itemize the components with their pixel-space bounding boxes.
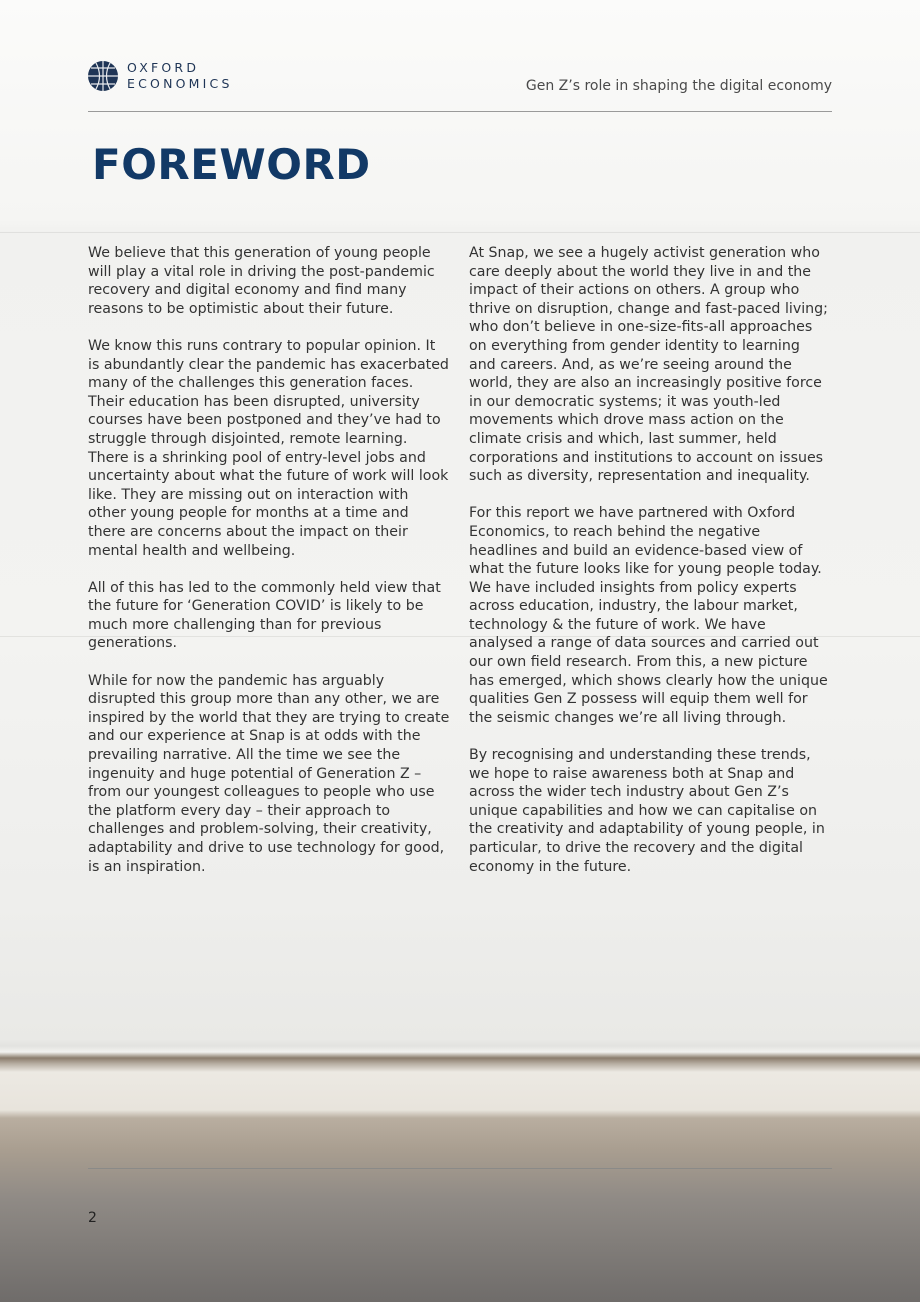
paragraph: We believe that this generation of young people will play a vital role in driving the post-pandemic recovery and digital economy and find many reasons to be optimistic about their future. bbox=[88, 245, 435, 317]
paragraph: At Snap, we see a hugely activist generation who care deeply about the world they live in and the impact of their actions on others. A group who thrive on disruption, change and fast-paced living; who don’t believe in one-size-fits-all approaches on everything from gender identity to learning and careers. And, as we’re seeing around the world, they are also an increasingly positive force in our democratic systems; it was youth-led movements which drove mass action on the climate crisis and which, last summer, held corporations and institutions to account on issues such as diversity, representation and inequality. bbox=[469, 245, 828, 485]
paragraph: By recognising and understanding these trends, we hope to raise awareness both at Snap and across the wider tech industry about Gen Z’s unique capabilities and how we can capitalise on the creativity and adaptability of young people, in particular, to drive the recovery and the digital economy in the future. bbox=[469, 747, 825, 875]
logo-line-economics: ECONOMICS bbox=[127, 76, 233, 91]
right-column bbox=[469, 244, 831, 895]
running-title: Gen Z’s role in shaping the digital economy bbox=[525, 78, 832, 94]
logo-line-oxford: OXFORD bbox=[127, 60, 200, 75]
page-number: 2 bbox=[88, 1210, 97, 1226]
paragraph: While for now the pandemic has arguably disrupted this group more than any other, we are inspired by the world that they are trying to create and our experience at Snap is at odds with the prevailing narrative. All the time we see the ingenuity and huge potential of Generation Z – from our youngest colleagues to people who use the platform every day – their approach to challenges and problem-solving, their creativity, adaptability and drive to use technology for good, is an inspiration. bbox=[88, 672, 450, 875]
footer-divider bbox=[88, 1168, 832, 1169]
page-title: FOREWORD bbox=[92, 140, 371, 189]
globe-icon bbox=[87, 60, 119, 92]
oxford-economics-logo bbox=[87, 60, 233, 92]
paragraph: For this report we have partnered with Oxford Economics, to reach behind the negative headlines and build an evidence-based view of what the future looks like for young people today. We have included insights from policy experts across education, industry, the labour market, technology & the future of work. We have analysed a range of data sources and carried out our own field research. From this, a new picture has emerged, which shows clearly how the unique qualities Gen Z possess will equip them well for the seismic changes we’re all living through. bbox=[469, 505, 828, 726]
logo-wordmark bbox=[127, 60, 233, 92]
header-divider bbox=[88, 111, 832, 112]
background-seam bbox=[0, 232, 920, 233]
left-column bbox=[88, 244, 450, 895]
paragraph: All of this has led to the commonly held view that the future for ‘Generation COVID’ is likely to be much more challenging than for previous generations. bbox=[88, 579, 441, 652]
paragraph: We know this runs contrary to popular opinion. It is abundantly clear the pandemic has exacerbated many of the challenges this generation faces. Their education has been disrupted, university courses have been postponed and they’ve had to struggle through disjointed, remote learning. There is a shrinking pool of entry-level jobs and uncertainty about what the future of work will look like. They are missing out on interaction with other young people for months at a time and there are concerns about the impact on their mental health and wellbeing. bbox=[88, 337, 449, 559]
